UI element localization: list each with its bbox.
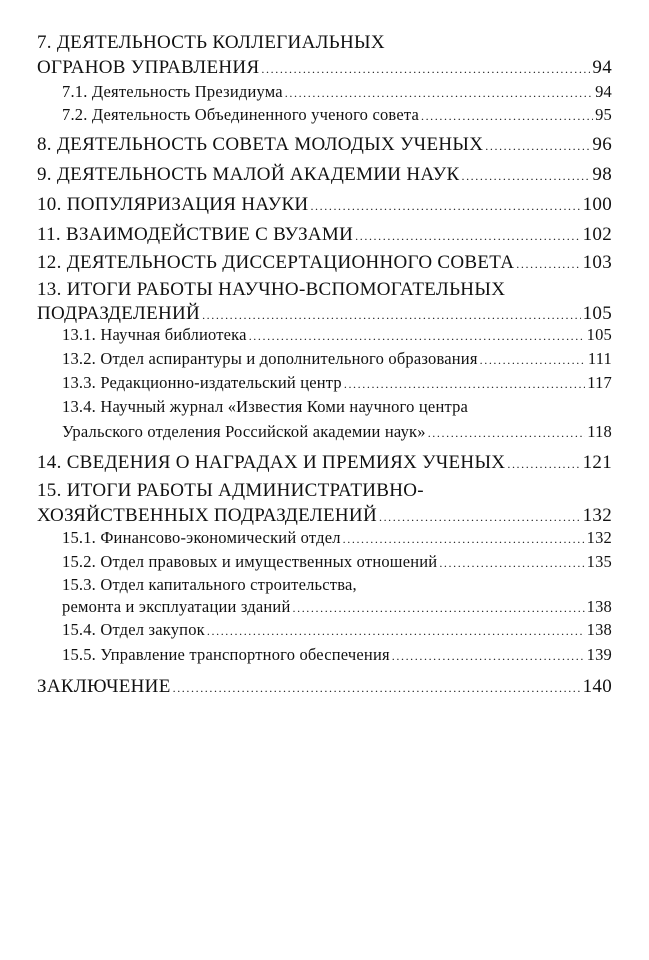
dot-leader bbox=[421, 109, 593, 124]
dot-leader bbox=[461, 169, 590, 184]
toc-entry-line bbox=[62, 422, 612, 442]
toc-entry-title: 15.2. Отдел правовых и имущественных отношений bbox=[62, 552, 438, 571]
toc-entry-title: ХОЗЯЙСТВЕННЫХ ПОДРАЗДЕЛЕНИЙ bbox=[37, 505, 377, 526]
toc-entry-title: Уральского отделения Российской академии наук» bbox=[62, 422, 426, 441]
toc-page-number: 117 bbox=[587, 373, 612, 392]
toc-entry-title: ЗАКЛЮЧЕНИЕ bbox=[37, 676, 171, 697]
toc-entry-title: 7. ДЕЯТЕЛЬНОСТЬ КОЛЛЕГИАЛЬНЫХ bbox=[37, 32, 385, 53]
toc-entry-title: 11. ВЗАИМОДЕЙСТВИЕ С ВУЗАМИ bbox=[37, 224, 354, 245]
toc-entry-title: 13.3. Редакционно-издательский центр bbox=[62, 373, 342, 392]
toc-page-number: 111 bbox=[587, 349, 612, 368]
toc-entry-line bbox=[62, 528, 612, 548]
toc-entry-title: 12. ДЕЯТЕЛЬНОСТЬ ДИССЕРТАЦИОННОГО СОВЕТА bbox=[37, 252, 515, 273]
toc-entry-line bbox=[62, 620, 612, 640]
dot-leader bbox=[343, 532, 585, 547]
toc-page-number: 121 bbox=[582, 452, 612, 473]
dot-leader bbox=[428, 426, 586, 441]
dot-leader bbox=[507, 457, 580, 472]
toc-entry-title: 8. ДЕЯТЕЛЬНОСТЬ СОВЕТА МОЛОДЫХ УЧЕНЫХ bbox=[37, 134, 484, 155]
toc-entry-line bbox=[62, 645, 612, 665]
toc-page-number: 139 bbox=[586, 645, 612, 664]
toc-entry-line bbox=[62, 597, 612, 617]
toc-entry-title: 7.2. Деятельность Объединенного ученого совета bbox=[62, 105, 419, 124]
toc-entry-title: 7.1. Деятельность Президиума bbox=[62, 82, 283, 101]
dot-leader bbox=[202, 308, 581, 323]
toc-page-number: 105 bbox=[586, 325, 612, 344]
toc-page-number: 118 bbox=[587, 422, 612, 441]
toc-entry-line bbox=[62, 575, 612, 595]
toc-entry-line bbox=[37, 224, 612, 246]
toc-page-number: 132 bbox=[582, 505, 612, 526]
toc-entry-title: 15.4. Отдел закупок bbox=[62, 620, 205, 639]
toc-page-number: 132 bbox=[586, 528, 612, 547]
toc-entry-title: 14. СВЕДЕНИЯ О НАГРАДАХ И ПРЕМИЯХ УЧЕНЫХ bbox=[37, 452, 506, 473]
dot-leader bbox=[293, 601, 585, 616]
toc-entry-title: 13.1. Научная библиотека bbox=[62, 325, 247, 344]
toc-page-number: 100 bbox=[582, 194, 612, 215]
dot-leader bbox=[480, 353, 586, 368]
toc-page-number: 138 bbox=[586, 620, 612, 639]
dot-leader bbox=[439, 556, 584, 571]
toc-entry-title: 13.4. Научный журнал «Известия Коми научного центра bbox=[62, 397, 469, 416]
toc-entry-line bbox=[37, 134, 612, 156]
toc-entry-title: 15. ИТОГИ РАБОТЫ АДМИНИСТРАТИВНО- bbox=[37, 480, 424, 501]
toc-page-number: 105 bbox=[582, 303, 612, 324]
toc-entry-title: 15.1. Финансово-экономический отдел bbox=[62, 528, 341, 547]
dot-leader bbox=[261, 62, 590, 77]
toc-page-number: 140 bbox=[582, 676, 612, 697]
toc-entry-title: ОГРАНОВ УПРАВЛЕНИЯ bbox=[37, 57, 260, 78]
toc-entry-line bbox=[37, 676, 612, 698]
toc-page-number: 95 bbox=[595, 105, 612, 124]
toc-entry-line bbox=[37, 194, 612, 216]
toc-entry-title: 9. ДЕЯТЕЛЬНОСТЬ МАЛОЙ АКАДЕМИИ НАУК bbox=[37, 164, 460, 185]
toc-entry-line bbox=[62, 552, 612, 572]
dot-leader bbox=[344, 377, 585, 392]
toc-entry-line bbox=[37, 452, 612, 474]
dot-leader bbox=[355, 229, 580, 244]
toc-page-number: 135 bbox=[586, 552, 612, 571]
toc-page-number: 98 bbox=[592, 164, 612, 185]
toc-entry-line bbox=[62, 373, 612, 393]
toc-entry-line bbox=[37, 303, 612, 325]
toc-entry-line bbox=[62, 349, 612, 369]
toc-entry-title: 15.5. Управление транспортного обеспечения bbox=[62, 645, 390, 664]
dot-leader bbox=[392, 649, 585, 664]
toc-entry-line bbox=[37, 252, 612, 274]
toc-entry-title: 10. ПОПУЛЯРИЗАЦИЯ НАУКИ bbox=[37, 194, 309, 215]
dot-leader bbox=[285, 86, 593, 101]
toc-entry-line bbox=[37, 57, 612, 79]
toc-page-number: 103 bbox=[582, 252, 612, 273]
toc-page-number: 94 bbox=[595, 82, 612, 101]
toc-page-number: 96 bbox=[592, 134, 612, 155]
toc-page-number: 102 bbox=[582, 224, 612, 245]
toc-entry-title: ремонта и эксплуатации зданий bbox=[62, 597, 291, 616]
toc-entry-title: 13.2. Отдел аспирантуры и дополнительного образования bbox=[62, 349, 478, 368]
toc-entry-line bbox=[37, 32, 612, 54]
toc-page-number: 94 bbox=[592, 57, 612, 78]
toc-entry-title: 15.3. Отдел капитального строительства, bbox=[62, 575, 357, 594]
toc-entry-line bbox=[62, 397, 612, 417]
toc-entry-line bbox=[37, 164, 612, 186]
toc-entry-line bbox=[37, 505, 612, 527]
toc-page-number: 138 bbox=[586, 597, 612, 616]
toc-entry-line bbox=[62, 82, 612, 102]
dot-leader bbox=[207, 624, 585, 639]
dot-leader bbox=[516, 257, 580, 272]
toc-entry-line bbox=[37, 279, 612, 301]
dot-leader bbox=[379, 510, 581, 525]
dot-leader bbox=[310, 199, 580, 214]
toc-entry-line bbox=[62, 325, 612, 345]
toc-entry-line bbox=[37, 480, 612, 502]
toc-entry-title: 13. ИТОГИ РАБОТЫ НАУЧНО-ВСПОМОГАТЕЛЬНЫХ bbox=[37, 279, 506, 300]
dot-leader bbox=[249, 329, 585, 344]
dot-leader bbox=[485, 139, 590, 154]
toc-entry-title: ПОДРАЗДЕЛЕНИЙ bbox=[37, 303, 201, 324]
toc-entry-line bbox=[62, 105, 612, 125]
dot-leader bbox=[173, 681, 581, 696]
